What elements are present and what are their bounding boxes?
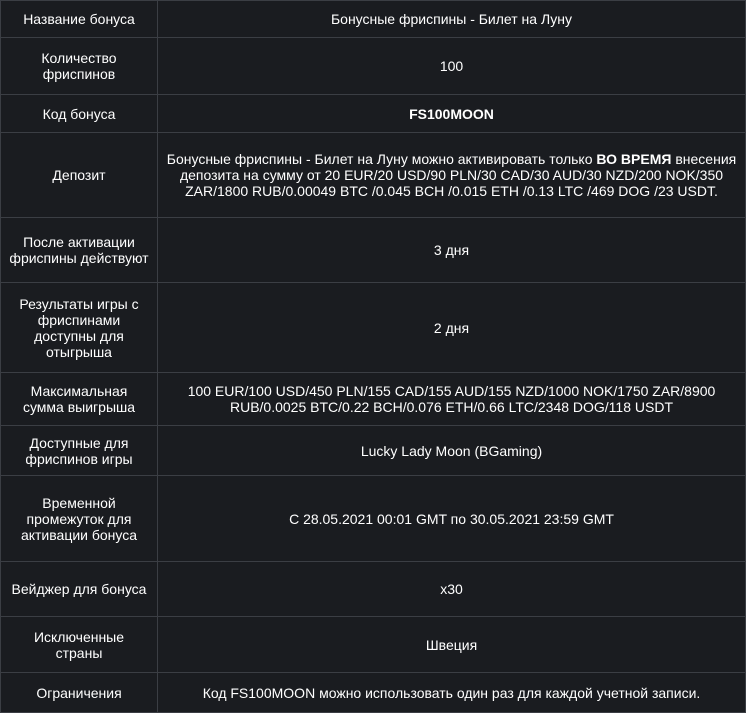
row-label: Количество фриспинов — [1, 38, 158, 95]
row-label: Ограничения — [1, 673, 158, 713]
bonus-code-value — [158, 95, 746, 133]
deposit-value — [158, 133, 746, 218]
table-row-wager — [1, 562, 746, 617]
row-label: Депозит — [1, 133, 158, 218]
deposit-text-post: внесения депозита на сумму от 20 EUR/20 USD/90 PLN/30 CAD/30 AUD/30 NZD/200 NOK/350 ZAR/1800 RUB/0.00049 BTC /0.045 BCH /0.015 ETH /0.13 LTC /469 DOG /23 USDT. — [179, 151, 737, 199]
bonus-code-text: FS100MOON — [409, 105, 494, 122]
row-value: С 28.05.2021 00:01 GMT по 30.05.2021 23:59 GMT — [158, 476, 746, 562]
table-row-bonus-name — [1, 1, 746, 38]
row-label: Результаты игры с фриспинами доступны для отыгрыша — [1, 283, 158, 373]
deposit-text-bold: ВО ВРЕМЯ — [596, 151, 672, 167]
table-row-deposit — [1, 133, 746, 218]
row-label: Название бонуса — [1, 1, 158, 38]
row-label: Код бонуса — [1, 95, 158, 133]
table-row-max-win — [1, 373, 746, 426]
table-row-validity — [1, 218, 746, 283]
table-row-restrictions — [1, 673, 746, 713]
table-row-activation-period — [1, 476, 746, 562]
row-value: Lucky Lady Moon (BGaming) — [158, 426, 746, 476]
row-label: После активации фриспины действуют — [1, 218, 158, 283]
row-value: Бонусные фриспины - Билет на Луну — [158, 1, 746, 38]
row-value: 2 дня — [158, 283, 746, 373]
row-label: Исключенные страны — [1, 617, 158, 673]
row-value: 3 дня — [158, 218, 746, 283]
table-row-bonus-code — [1, 95, 746, 133]
deposit-text-pre: Бонусные фриспины - Билет на Луну можно активировать только — [166, 151, 597, 167]
row-value: Код FS100MOON можно использовать один раз для каждой учетной записи. — [158, 673, 746, 713]
table-row-games — [1, 426, 746, 476]
row-value: x30 — [158, 562, 746, 617]
table-row-results-wagering — [1, 283, 746, 373]
row-label: Доступные для фриспинов игры — [1, 426, 158, 476]
table-row-excluded-countries — [1, 617, 746, 673]
row-label: Вейджер для бонуса — [1, 562, 158, 617]
row-label: Максимальная сумма выигрыша — [1, 373, 158, 426]
table-row-freespins-count — [1, 38, 746, 95]
row-value: 100 — [158, 38, 746, 95]
row-label: Временной промежуток для активации бонуса — [1, 476, 158, 562]
row-value: 100 EUR/100 USD/450 PLN/155 CAD/155 AUD/155 NZD/1000 NOK/1750 ZAR/8900 RUB/0.0025 BTC/0.22 BCH/0.076 ETH/0.66 LTC/2348 DOG/118 USDT — [158, 373, 746, 426]
row-value: Швеция — [158, 617, 746, 673]
